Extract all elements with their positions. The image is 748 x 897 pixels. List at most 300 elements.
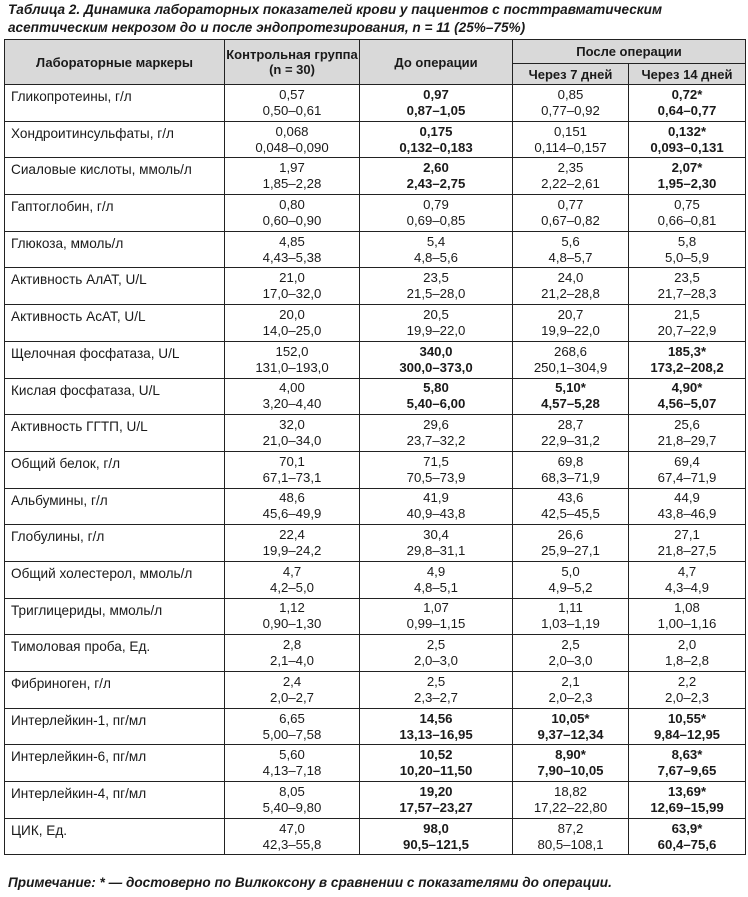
cell-range: 2,0–3,0 bbox=[548, 653, 593, 669]
cell-after14 bbox=[629, 158, 746, 195]
cell-range: 2,3–2,7 bbox=[414, 689, 458, 705]
cell-median: 5,80 bbox=[423, 380, 449, 396]
cell-after14 bbox=[629, 561, 746, 598]
cell-range: 42,3–55,8 bbox=[262, 836, 322, 852]
cell-median: 4,9 bbox=[426, 563, 446, 579]
cell-range: 67,4–71,9 bbox=[657, 469, 717, 485]
table-row bbox=[5, 708, 746, 745]
cell-range: 2,43–2,75 bbox=[406, 176, 466, 192]
cell-after14 bbox=[629, 598, 746, 635]
cell-range: 2,0–3,0 bbox=[414, 653, 458, 669]
header-row-top bbox=[5, 40, 746, 64]
cell-control bbox=[225, 561, 360, 598]
cell-median: 340,0 bbox=[419, 343, 453, 359]
cell-range: 42,5–45,5 bbox=[541, 506, 600, 522]
cell-median: 41,9 bbox=[423, 490, 449, 506]
table-row bbox=[5, 488, 746, 525]
table-row bbox=[5, 158, 746, 195]
table-row bbox=[5, 85, 746, 122]
cell-range: 14,0–25,0 bbox=[262, 322, 322, 338]
marker-name: Кислая фосфатаза, U/L bbox=[5, 378, 225, 415]
cell-range: 0,77–0,92 bbox=[541, 102, 600, 118]
cell-before bbox=[360, 378, 513, 415]
cell-control bbox=[225, 341, 360, 378]
cell-range: 67,1–73,1 bbox=[262, 469, 322, 485]
cell-median: 70,1 bbox=[279, 453, 305, 469]
marker-name: Активность АсАТ, U/L bbox=[5, 305, 225, 342]
cell-median: 0,57 bbox=[279, 86, 305, 102]
cell-after7 bbox=[513, 635, 629, 672]
cell-median: 10,52 bbox=[419, 747, 453, 763]
cell-range: 45,6–49,9 bbox=[262, 506, 322, 522]
cell-range: 20,7–22,9 bbox=[657, 322, 717, 338]
cell-after7 bbox=[513, 305, 629, 342]
cell-after7 bbox=[513, 378, 629, 415]
cell-median: 2,0 bbox=[677, 637, 697, 653]
table-row bbox=[5, 195, 746, 232]
cell-median: 8,90* bbox=[555, 747, 586, 763]
cell-median: 22,4 bbox=[279, 527, 305, 543]
cell-median: 0,80 bbox=[279, 196, 305, 212]
table-row bbox=[5, 745, 746, 782]
cell-median: 10,05* bbox=[551, 710, 590, 726]
cell-median: 23,5 bbox=[423, 270, 449, 286]
marker-name: Альбумины, г/л bbox=[5, 488, 225, 525]
cell-median: 30,4 bbox=[423, 527, 449, 543]
cell-before bbox=[360, 268, 513, 305]
cell-median: 2,8 bbox=[282, 637, 302, 653]
cell-range: 22,9–31,2 bbox=[541, 433, 600, 449]
cell-after14 bbox=[629, 451, 746, 488]
cell-median: 5,6 bbox=[561, 233, 580, 249]
cell-median: 1,12 bbox=[279, 600, 305, 616]
cell-range: 4,43–5,38 bbox=[262, 249, 322, 265]
cell-median: 4,90* bbox=[671, 380, 703, 396]
cell-range: 23,7–32,2 bbox=[406, 433, 466, 449]
cell-after14 bbox=[629, 818, 746, 855]
cell-median: 71,5 bbox=[423, 453, 449, 469]
cell-control bbox=[225, 305, 360, 342]
cell-range: 13,13–16,95 bbox=[399, 726, 473, 742]
cell-median: 5,10* bbox=[555, 380, 586, 396]
cell-range: 21,0–34,0 bbox=[262, 433, 322, 449]
cell-range: 5,00–7,58 bbox=[262, 726, 322, 742]
cell-median: 268,6 bbox=[553, 343, 587, 359]
marker-name: Общий белок, г/л bbox=[5, 451, 225, 488]
cell-before bbox=[360, 635, 513, 672]
cell-range: 2,0–2,3 bbox=[548, 689, 593, 705]
cell-range: 80,5–108,1 bbox=[537, 836, 604, 852]
cell-median: 0,97 bbox=[423, 86, 449, 102]
marker-name: Хондроитинсульфаты, г/л bbox=[5, 121, 225, 158]
cell-after7 bbox=[513, 268, 629, 305]
cell-median: 2,5 bbox=[426, 673, 446, 689]
cell-control bbox=[225, 525, 360, 562]
cell-range: 10,20–11,50 bbox=[399, 763, 473, 779]
cell-range: 29,8–31,1 bbox=[406, 543, 466, 559]
cell-range: 1,85–2,28 bbox=[262, 176, 322, 192]
cell-median: 18,82 bbox=[553, 783, 587, 799]
cell-range: 5,0–5,9 bbox=[665, 249, 709, 265]
marker-name: Интерлейкин-4, пг/мл bbox=[5, 782, 225, 819]
header-markers: Лабораторные маркеры bbox=[5, 40, 225, 85]
header-after-14: Через 14 дней bbox=[629, 64, 746, 85]
cell-after14 bbox=[629, 85, 746, 122]
cell-range: 7,67–9,65 bbox=[657, 763, 717, 779]
cell-control bbox=[225, 195, 360, 232]
cell-before bbox=[360, 708, 513, 745]
cell-median: 24,0 bbox=[557, 270, 584, 286]
cell-range: 21,5–28,0 bbox=[406, 286, 466, 302]
cell-range: 4,8–5,6 bbox=[414, 249, 458, 265]
cell-range: 0,67–0,82 bbox=[541, 212, 600, 228]
cell-median: 87,2 bbox=[557, 820, 584, 836]
table-caption bbox=[8, 1, 744, 37]
cell-median: 2,4 bbox=[282, 673, 302, 689]
cell-range: 90,5–121,5 bbox=[402, 836, 469, 852]
cell-range: 70,5–73,9 bbox=[406, 469, 466, 485]
cell-median: 32,0 bbox=[279, 417, 305, 433]
cell-range: 21,7–28,3 bbox=[657, 286, 717, 302]
cell-range: 4,2–5,0 bbox=[270, 579, 314, 595]
cell-median: 2,1 bbox=[561, 673, 580, 689]
cell-control bbox=[225, 231, 360, 268]
cell-range: 9,84–12,95 bbox=[654, 726, 721, 742]
cell-median: 4,7 bbox=[282, 563, 302, 579]
cell-control bbox=[225, 488, 360, 525]
cell-range: 2,22–2,61 bbox=[541, 176, 600, 192]
cell-range: 12,69–15,99 bbox=[650, 799, 724, 815]
cell-median: 44,9 bbox=[674, 490, 700, 506]
cell-after14 bbox=[629, 708, 746, 745]
cell-after14 bbox=[629, 121, 746, 158]
table-row bbox=[5, 635, 746, 672]
cell-median: 6,65 bbox=[279, 710, 305, 726]
table-row bbox=[5, 561, 746, 598]
cell-median: 8,05 bbox=[279, 783, 305, 799]
table-row bbox=[5, 818, 746, 855]
cell-median: 26,6 bbox=[557, 527, 584, 543]
cell-after7 bbox=[513, 158, 629, 195]
cell-range: 0,60–0,90 bbox=[262, 212, 322, 228]
cell-after14 bbox=[629, 268, 746, 305]
cell-range: 0,99–1,15 bbox=[406, 616, 466, 632]
marker-name: Интерлейкин-1, пг/мл bbox=[5, 708, 225, 745]
cell-after14 bbox=[629, 745, 746, 782]
cell-range: 0,69–0,85 bbox=[406, 212, 466, 228]
cell-control bbox=[225, 158, 360, 195]
cell-range: 173,2–208,2 bbox=[650, 359, 724, 375]
marker-name: Щелочная фосфатаза, U/L bbox=[5, 341, 225, 378]
cell-range: 4,9–5,2 bbox=[548, 579, 593, 595]
marker-name: Активность АлАТ, U/L bbox=[5, 268, 225, 305]
cell-median: 1,97 bbox=[279, 160, 305, 176]
table-row bbox=[5, 378, 746, 415]
cell-after14 bbox=[629, 525, 746, 562]
cell-median: 2,5 bbox=[561, 637, 580, 653]
cell-control bbox=[225, 708, 360, 745]
cell-range: 300,0–373,0 bbox=[399, 359, 473, 375]
header-before: До операции bbox=[360, 40, 513, 85]
cell-median: 0,85 bbox=[557, 86, 584, 102]
cell-median: 0,79 bbox=[423, 196, 449, 212]
cell-median: 21,0 bbox=[279, 270, 305, 286]
cell-after14 bbox=[629, 415, 746, 452]
cell-range: 68,3–71,9 bbox=[541, 469, 600, 485]
cell-control bbox=[225, 85, 360, 122]
cell-median: 13,69* bbox=[667, 783, 707, 799]
marker-name: Активность ГГТП, U/L bbox=[5, 415, 225, 452]
cell-median: 4,85 bbox=[279, 233, 305, 249]
marker-name: Триглицериды, ммоль/л bbox=[5, 598, 225, 635]
table-row bbox=[5, 121, 746, 158]
header-after: После операции bbox=[513, 40, 746, 64]
cell-range: 5,40–6,00 bbox=[406, 396, 466, 412]
cell-range: 60,4–75,6 bbox=[657, 836, 717, 852]
cell-range: 2,0–2,7 bbox=[270, 689, 314, 705]
cell-before bbox=[360, 598, 513, 635]
cell-median: 0,068 bbox=[275, 123, 309, 139]
cell-after14 bbox=[629, 672, 746, 709]
cell-before bbox=[360, 672, 513, 709]
cell-before bbox=[360, 121, 513, 158]
cell-after14 bbox=[629, 782, 746, 819]
cell-before bbox=[360, 231, 513, 268]
cell-median: 47,0 bbox=[279, 820, 305, 836]
marker-name: ЦИК, Ед. bbox=[5, 818, 225, 855]
cell-range: 0,64–0,77 bbox=[657, 102, 717, 118]
cell-before bbox=[360, 305, 513, 342]
cell-control bbox=[225, 818, 360, 855]
cell-before bbox=[360, 85, 513, 122]
cell-median: 0,72* bbox=[671, 86, 703, 102]
cell-median: 20,5 bbox=[423, 306, 449, 322]
cell-range: 1,00–1,16 bbox=[657, 616, 717, 632]
cell-before bbox=[360, 745, 513, 782]
cell-range: 0,132–0,183 bbox=[399, 139, 473, 155]
cell-median: 27,1 bbox=[674, 527, 700, 543]
header-control: Контрольная группа (n = 30) bbox=[225, 40, 360, 85]
cell-median: 5,60 bbox=[279, 747, 305, 763]
caption-label: Таблица 2. bbox=[8, 2, 81, 17]
header-after-7: Через 7 дней bbox=[513, 64, 629, 85]
cell-median: 0,132* bbox=[667, 123, 707, 139]
cell-median: 29,6 bbox=[423, 417, 449, 433]
cell-after14 bbox=[629, 488, 746, 525]
cell-after7 bbox=[513, 488, 629, 525]
table-row bbox=[5, 525, 746, 562]
cell-range: 40,9–43,8 bbox=[406, 506, 466, 522]
cell-median: 63,9* bbox=[671, 820, 703, 836]
cell-range: 0,66–0,81 bbox=[657, 212, 717, 228]
cell-range: 17,22–22,80 bbox=[533, 799, 608, 815]
table-row bbox=[5, 415, 746, 452]
cell-control bbox=[225, 598, 360, 635]
cell-range: 4,56–5,07 bbox=[657, 396, 717, 412]
cell-after7 bbox=[513, 195, 629, 232]
cell-median: 1,08 bbox=[674, 600, 700, 616]
cell-control bbox=[225, 745, 360, 782]
cell-range: 4,8–5,1 bbox=[414, 579, 458, 595]
cell-before bbox=[360, 818, 513, 855]
marker-name: Сиаловые кислоты, ммоль/л bbox=[5, 158, 225, 195]
cell-range: 0,87–1,05 bbox=[406, 102, 466, 118]
cell-before bbox=[360, 415, 513, 452]
cell-median: 1,11 bbox=[558, 600, 583, 616]
cell-median: 14,56 bbox=[419, 710, 453, 726]
cell-range: 0,114–0,157 bbox=[534, 139, 607, 155]
cell-after7 bbox=[513, 451, 629, 488]
marker-name: Гликопротеины, г/л bbox=[5, 85, 225, 122]
cell-range: 250,1–304,9 bbox=[533, 359, 608, 375]
cell-median: 2,5 bbox=[426, 637, 446, 653]
cell-median: 1,07 bbox=[423, 600, 449, 616]
cell-median: 20,0 bbox=[279, 306, 305, 322]
cell-control bbox=[225, 268, 360, 305]
marker-name: Гаптоглобин, г/л bbox=[5, 195, 225, 232]
cell-control bbox=[225, 378, 360, 415]
cell-range: 21,8–27,5 bbox=[657, 543, 717, 559]
cell-range: 4,8–5,7 bbox=[548, 249, 593, 265]
marker-name: Фибриноген, г/л bbox=[5, 672, 225, 709]
table-note: Примечание: * — достоверно по Вилкоксону в сравнении с показателями до операции. bbox=[8, 875, 612, 890]
cell-after7 bbox=[513, 745, 629, 782]
cell-control bbox=[225, 415, 360, 452]
cell-before bbox=[360, 195, 513, 232]
cell-range: 5,40–9,80 bbox=[262, 799, 322, 815]
cell-range: 2,1–4,0 bbox=[270, 653, 314, 669]
cell-before bbox=[360, 488, 513, 525]
cell-after7 bbox=[513, 818, 629, 855]
cell-range: 1,8–2,8 bbox=[665, 653, 709, 669]
cell-range: 21,2–28,8 bbox=[541, 286, 600, 302]
cell-range: 4,3–4,9 bbox=[665, 579, 709, 595]
marker-name: Интерлейкин-6, пг/мл bbox=[5, 745, 225, 782]
cell-range: 4,57–5,28 bbox=[541, 396, 600, 412]
cell-after14 bbox=[629, 231, 746, 268]
cell-range: 17,0–32,0 bbox=[262, 286, 322, 302]
cell-median: 43,6 bbox=[557, 490, 584, 506]
cell-median: 25,6 bbox=[674, 417, 700, 433]
cell-before bbox=[360, 451, 513, 488]
table-row bbox=[5, 451, 746, 488]
cell-after7 bbox=[513, 85, 629, 122]
cell-median: 5,4 bbox=[426, 233, 446, 249]
cell-median: 185,3* bbox=[667, 343, 707, 359]
cell-after14 bbox=[629, 305, 746, 342]
cell-after14 bbox=[629, 341, 746, 378]
cell-after7 bbox=[513, 672, 629, 709]
cell-range: 131,0–193,0 bbox=[255, 359, 329, 375]
cell-before bbox=[360, 158, 513, 195]
cell-after7 bbox=[513, 231, 629, 268]
cell-after7 bbox=[513, 525, 629, 562]
cell-median: 69,8 bbox=[557, 453, 584, 469]
cell-median: 69,4 bbox=[674, 453, 700, 469]
cell-range: 0,90–1,30 bbox=[262, 616, 322, 632]
cell-median: 4,00 bbox=[279, 380, 305, 396]
cell-before bbox=[360, 341, 513, 378]
cell-after7 bbox=[513, 598, 629, 635]
cell-median: 98,0 bbox=[423, 820, 449, 836]
cell-median: 0,75 bbox=[674, 196, 700, 212]
cell-range: 17,57–23,27 bbox=[399, 799, 473, 815]
cell-range: 9,37–12,34 bbox=[537, 726, 604, 742]
marker-name: Глюкоза, ммоль/л bbox=[5, 231, 225, 268]
cell-control bbox=[225, 121, 360, 158]
cell-median: 10,55* bbox=[667, 710, 707, 726]
cell-after7 bbox=[513, 415, 629, 452]
cell-median: 8,63* bbox=[671, 747, 703, 763]
cell-range: 0,048–0,090 bbox=[255, 139, 329, 155]
cell-median: 20,7 bbox=[557, 306, 584, 322]
cell-median: 152,0 bbox=[275, 343, 309, 359]
cell-control bbox=[225, 451, 360, 488]
caption-text: Динамика лабораторных показателей крови у пациентов с посттравматическим асептическим некрозом до и после эндопротезирования, n = 11 (25%–75%) bbox=[8, 2, 663, 35]
table-body bbox=[5, 85, 746, 855]
table-row bbox=[5, 341, 746, 378]
cell-range: 0,50–0,61 bbox=[262, 102, 322, 118]
table-row bbox=[5, 268, 746, 305]
cell-control bbox=[225, 672, 360, 709]
cell-after14 bbox=[629, 635, 746, 672]
cell-after14 bbox=[629, 195, 746, 232]
cell-before bbox=[360, 561, 513, 598]
table-row bbox=[5, 672, 746, 709]
cell-range: 2,0–2,3 bbox=[665, 689, 709, 705]
cell-before bbox=[360, 525, 513, 562]
cell-range: 25,9–27,1 bbox=[541, 543, 600, 559]
table-row bbox=[5, 231, 746, 268]
cell-range: 4,13–7,18 bbox=[262, 763, 322, 779]
cell-range: 7,90–10,05 bbox=[537, 763, 604, 779]
marker-name: Общий холестерол, ммоль/л bbox=[5, 561, 225, 598]
cell-median: 28,7 bbox=[557, 417, 584, 433]
cell-after7 bbox=[513, 708, 629, 745]
cell-range: 19,9–24,2 bbox=[262, 543, 322, 559]
marker-name: Глобулины, г/л bbox=[5, 525, 225, 562]
cell-median: 0,77 bbox=[557, 196, 584, 212]
cell-range: 0,093–0,131 bbox=[650, 139, 724, 155]
table-row bbox=[5, 782, 746, 819]
cell-after7 bbox=[513, 341, 629, 378]
cell-after14 bbox=[629, 378, 746, 415]
cell-after7 bbox=[513, 561, 629, 598]
cell-range: 3,20–4,40 bbox=[262, 396, 322, 412]
cell-control bbox=[225, 635, 360, 672]
cell-median: 4,7 bbox=[677, 563, 697, 579]
cell-range: 19,9–22,0 bbox=[406, 322, 466, 338]
marker-name: Тимоловая проба, Ед. bbox=[5, 635, 225, 672]
cell-median: 2,35 bbox=[557, 160, 584, 176]
cell-median: 21,5 bbox=[674, 306, 700, 322]
cell-median: 5,8 bbox=[677, 233, 697, 249]
cell-before bbox=[360, 782, 513, 819]
cell-after7 bbox=[513, 121, 629, 158]
cell-after7 bbox=[513, 782, 629, 819]
lab-markers-table bbox=[4, 39, 746, 855]
cell-median: 2,07* bbox=[671, 160, 703, 176]
table-row bbox=[5, 598, 746, 635]
cell-range: 1,03–1,19 bbox=[541, 616, 600, 632]
cell-range: 19,9–22,0 bbox=[541, 322, 600, 338]
cell-range: 43,8–46,9 bbox=[657, 506, 717, 522]
cell-median: 2,60 bbox=[423, 160, 449, 176]
cell-control bbox=[225, 782, 360, 819]
cell-median: 0,151 bbox=[553, 123, 587, 139]
cell-median: 5,0 bbox=[561, 563, 580, 579]
cell-range: 1,95–2,30 bbox=[657, 176, 717, 192]
